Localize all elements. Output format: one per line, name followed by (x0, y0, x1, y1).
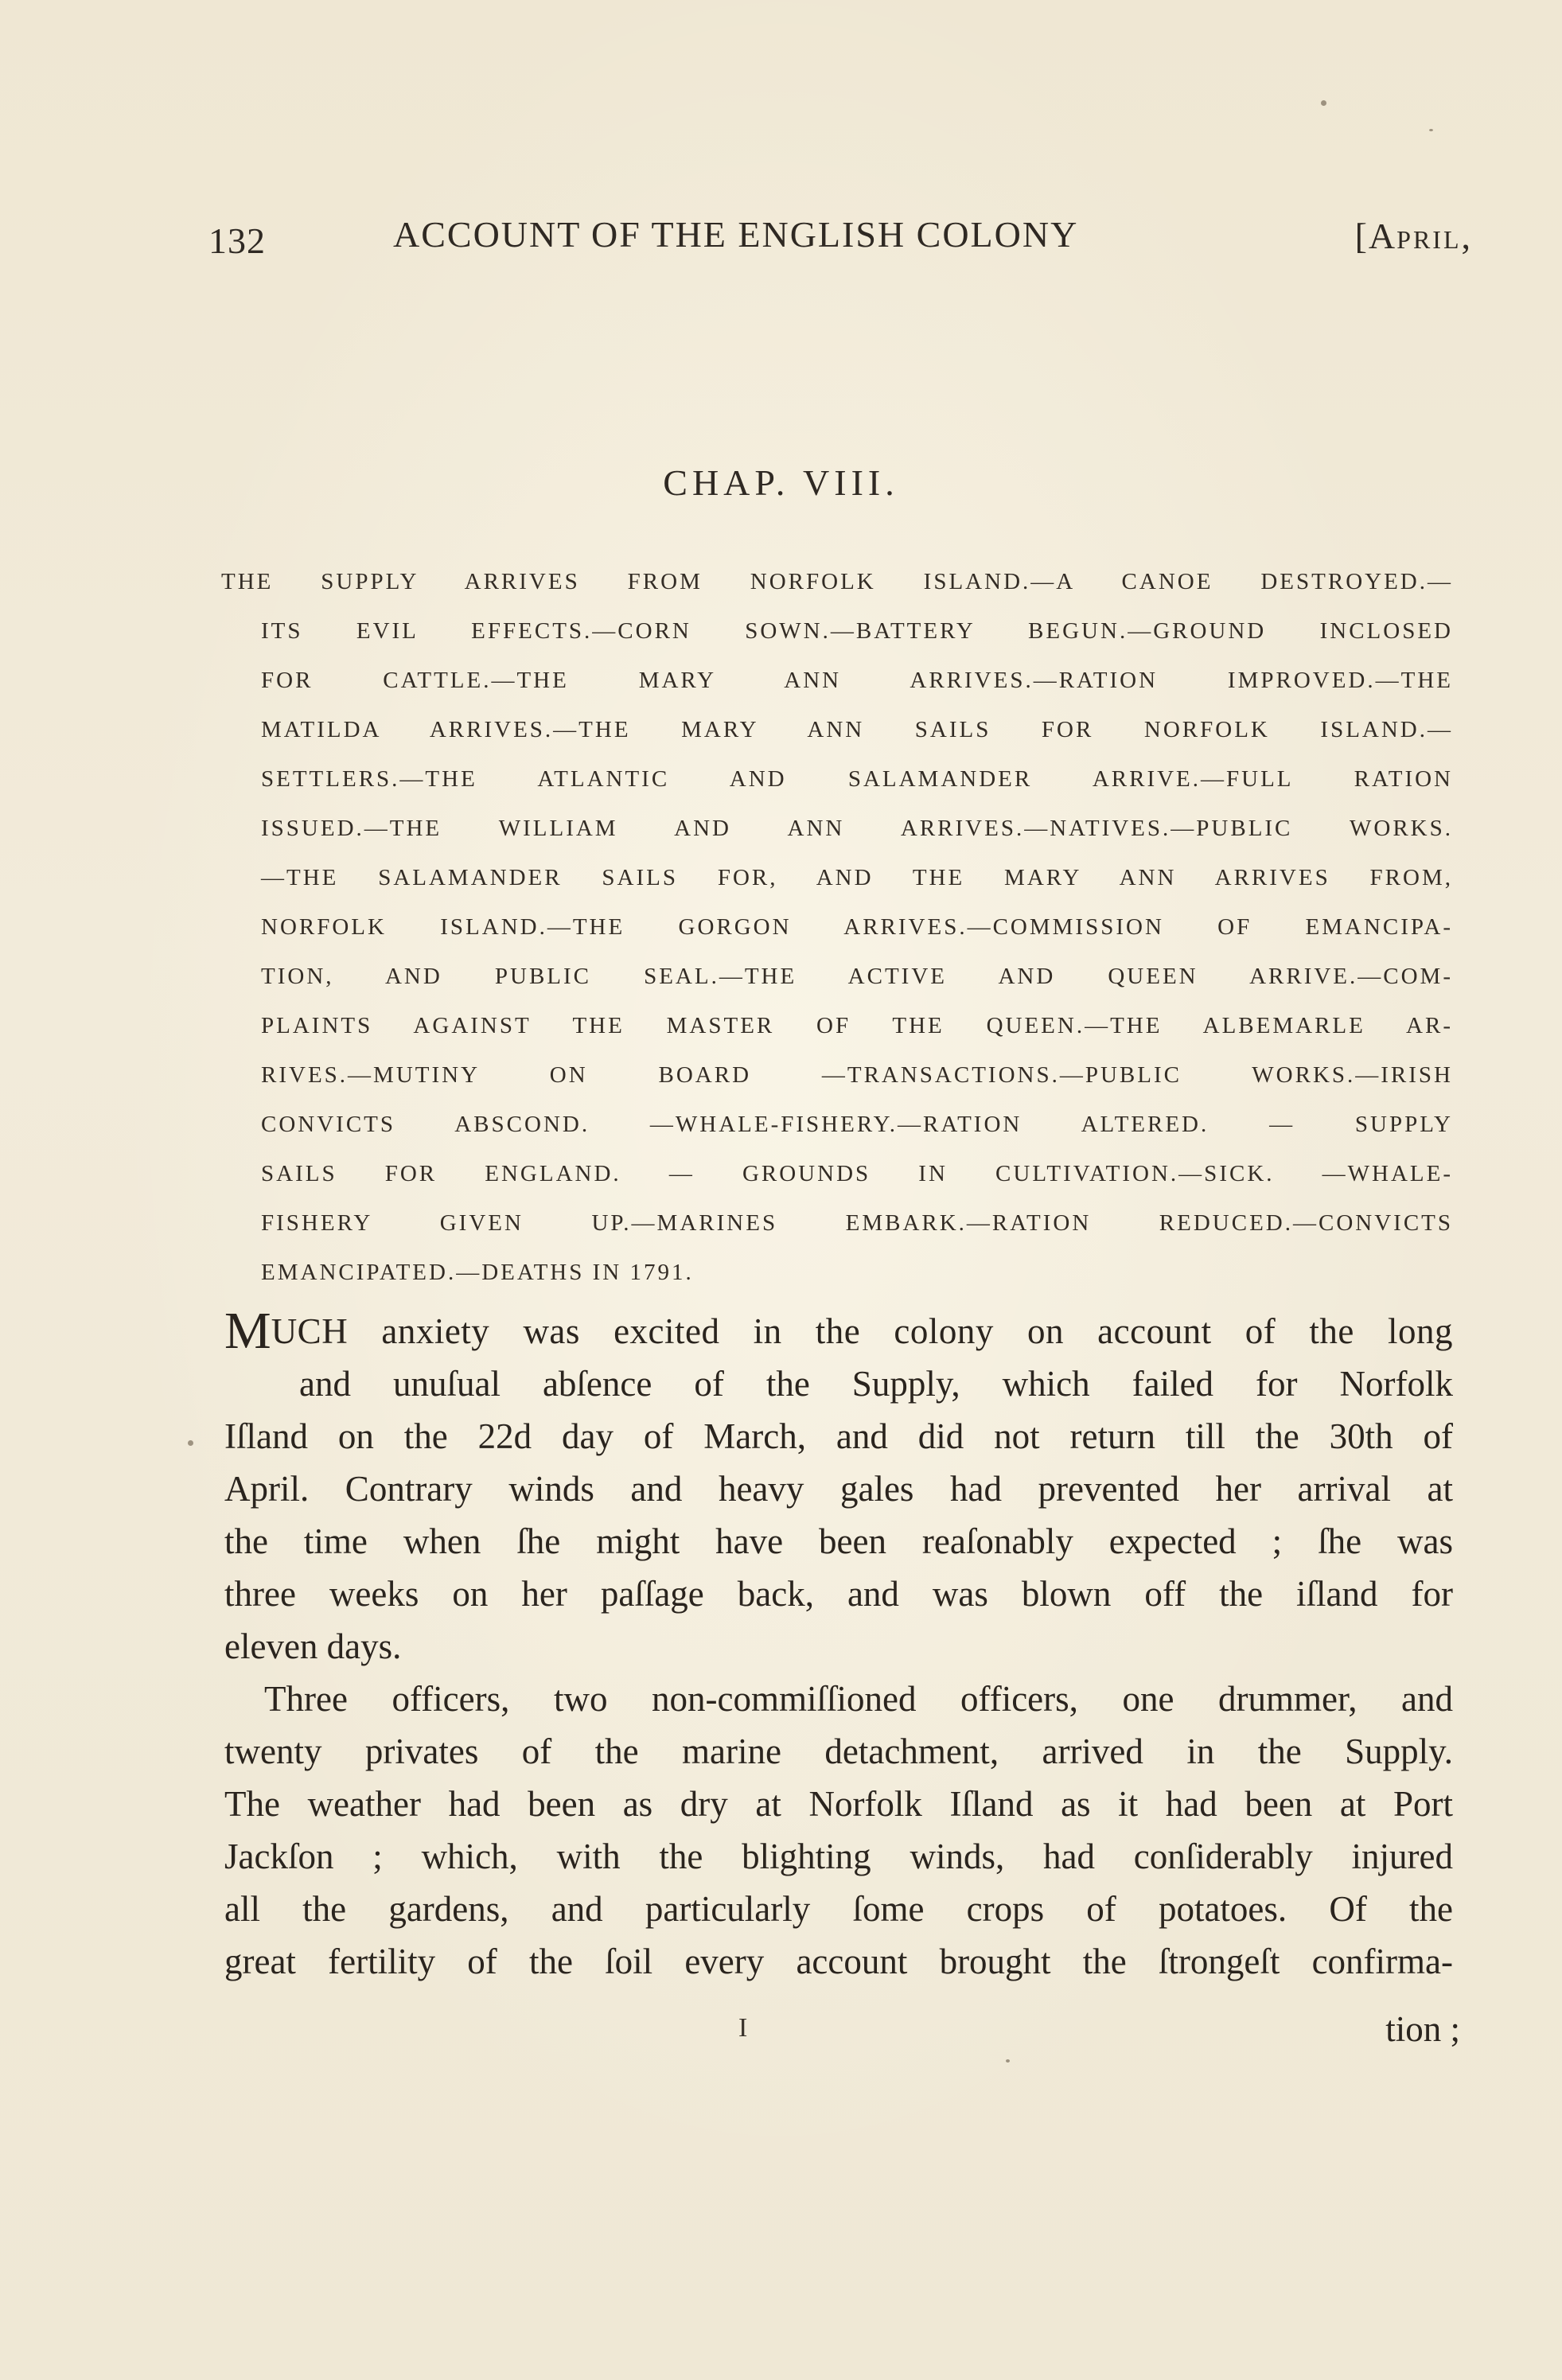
synopsis-line: ITS EVIL EFFECTS.—CORN SOWN.—BATTERY BEGUN.—GROUND INCLOSED (261, 618, 1453, 644)
body-line: April. Contrary winds and heavy gales had prevented her arrival at (224, 1469, 1453, 1509)
synopsis-line: CONVICTS ABSCOND. —WHALE-FISHERY.—RATION ALTERED. — SUPPLY (261, 1112, 1453, 1137)
paper-speck (1321, 100, 1326, 106)
body-line: and unuſual abſence of the Supply, which failed for Norfolk (299, 1364, 1453, 1404)
running-date-tail: , (1461, 216, 1472, 256)
body-line: The weather had been as dry at Norfolk Iſland as it had been at Port (224, 1784, 1453, 1824)
body-line: twenty privates of the marine detachment, arrived in the Supply. (224, 1731, 1453, 1771)
running-date (1355, 215, 1472, 257)
body-line: Jackſon ; which, with the blighting winds, had conſiderably injured (224, 1837, 1453, 1876)
synopsis-line: SAILS FOR ENGLAND. — GROUNDS IN CULTIVATION.—SICK. —WHALE- (261, 1161, 1453, 1186)
body-line: all the gardens, and particularly ſome crops of potatoes. Of the (224, 1889, 1453, 1929)
drop-cap: M (224, 1302, 271, 1360)
page-number: 132 (208, 220, 266, 261)
synopsis-line: RIVES.—MUTINY ON BOARD —TRANSACTIONS.—PUBLIC WORKS.—IRISH (261, 1062, 1453, 1088)
synopsis-line: FOR CATTLE.—THE MARY ANN ARRIVES.—RATION IMPROVED.—THE (261, 668, 1453, 693)
body-line: three weeks on her paſſage back, and was blown off the iſland for (224, 1574, 1453, 1614)
synopsis-line: SETTLERS.—THE ATLANTIC AND SALAMANDER ARRIVE.—FULL RATION (261, 766, 1453, 792)
body-line: great fertility of the ſoil every account brought the ſtrongeſt confirma- (224, 1942, 1453, 1981)
synopsis-line: ISSUED.—THE WILLIAM AND ANN ARRIVES.—NATIVES.—PUBLIC WORKS. (261, 816, 1453, 841)
synopsis-line: THE SUPPLY ARRIVES FROM NORFOLK ISLAND.—A CANOE DESTROYED.— (221, 569, 1453, 594)
synopsis-line: —THE SALAMANDER SAILS FOR, AND THE MARY ANN ARRIVES FROM, (261, 865, 1453, 890)
paper-speck (188, 1440, 193, 1446)
first-line-text: UCH anxiety was excited in the colony on account of the long (271, 1311, 1453, 1351)
catchword: tion ; (1385, 2009, 1460, 2049)
paper-speck (1006, 2059, 1010, 2063)
body-first-line (224, 1302, 1453, 1360)
running-date-bracket: [A (1354, 216, 1397, 256)
synopsis-line: EMANCIPATED.—DEATHS IN 1791. (261, 1260, 694, 1285)
running-head (208, 213, 1472, 269)
chapter-synopsis (221, 557, 1453, 1297)
synopsis-line: NORFOLK ISLAND.—THE GORGON ARRIVES.—COMMISSION OF EMANCIPA- (261, 914, 1453, 940)
running-title: ACCOUNT OF THE ENGLISH COLONY (393, 214, 1079, 255)
signature-mark: I (738, 2013, 748, 2043)
chapter-heading: CHAP. VIII. (663, 462, 899, 503)
body-text (224, 1302, 1453, 1988)
body-line: the time when ſhe might have been reaſonably expected ; ſhe was (224, 1521, 1453, 1561)
body-line: Iſland on the 22d day of March, and did not return till the 30th of (224, 1416, 1453, 1456)
paper-speck (1429, 129, 1433, 131)
synopsis-line: TION, AND PUBLIC SEAL.—THE ACTIVE AND QUEEN ARRIVE.—COM- (261, 964, 1453, 989)
body-line: eleven days. (224, 1626, 402, 1666)
synopsis-line: PLAINTS AGAINST THE MASTER OF THE QUEEN.—THE ALBEMARLE AR- (261, 1013, 1453, 1038)
body-line: Three officers, two non-commiſſioned officers, one drummer, and (264, 1679, 1453, 1719)
running-date-smallcaps: PRIL (1396, 225, 1462, 254)
synopsis-line: MATILDA ARRIVES.—THE MARY ANN SAILS FOR NORFOLK ISLAND.— (261, 717, 1453, 742)
synopsis-line: FISHERY GIVEN UP.—MARINES EMBARK.—RATION REDUCED.—CONVICTS (261, 1210, 1453, 1236)
